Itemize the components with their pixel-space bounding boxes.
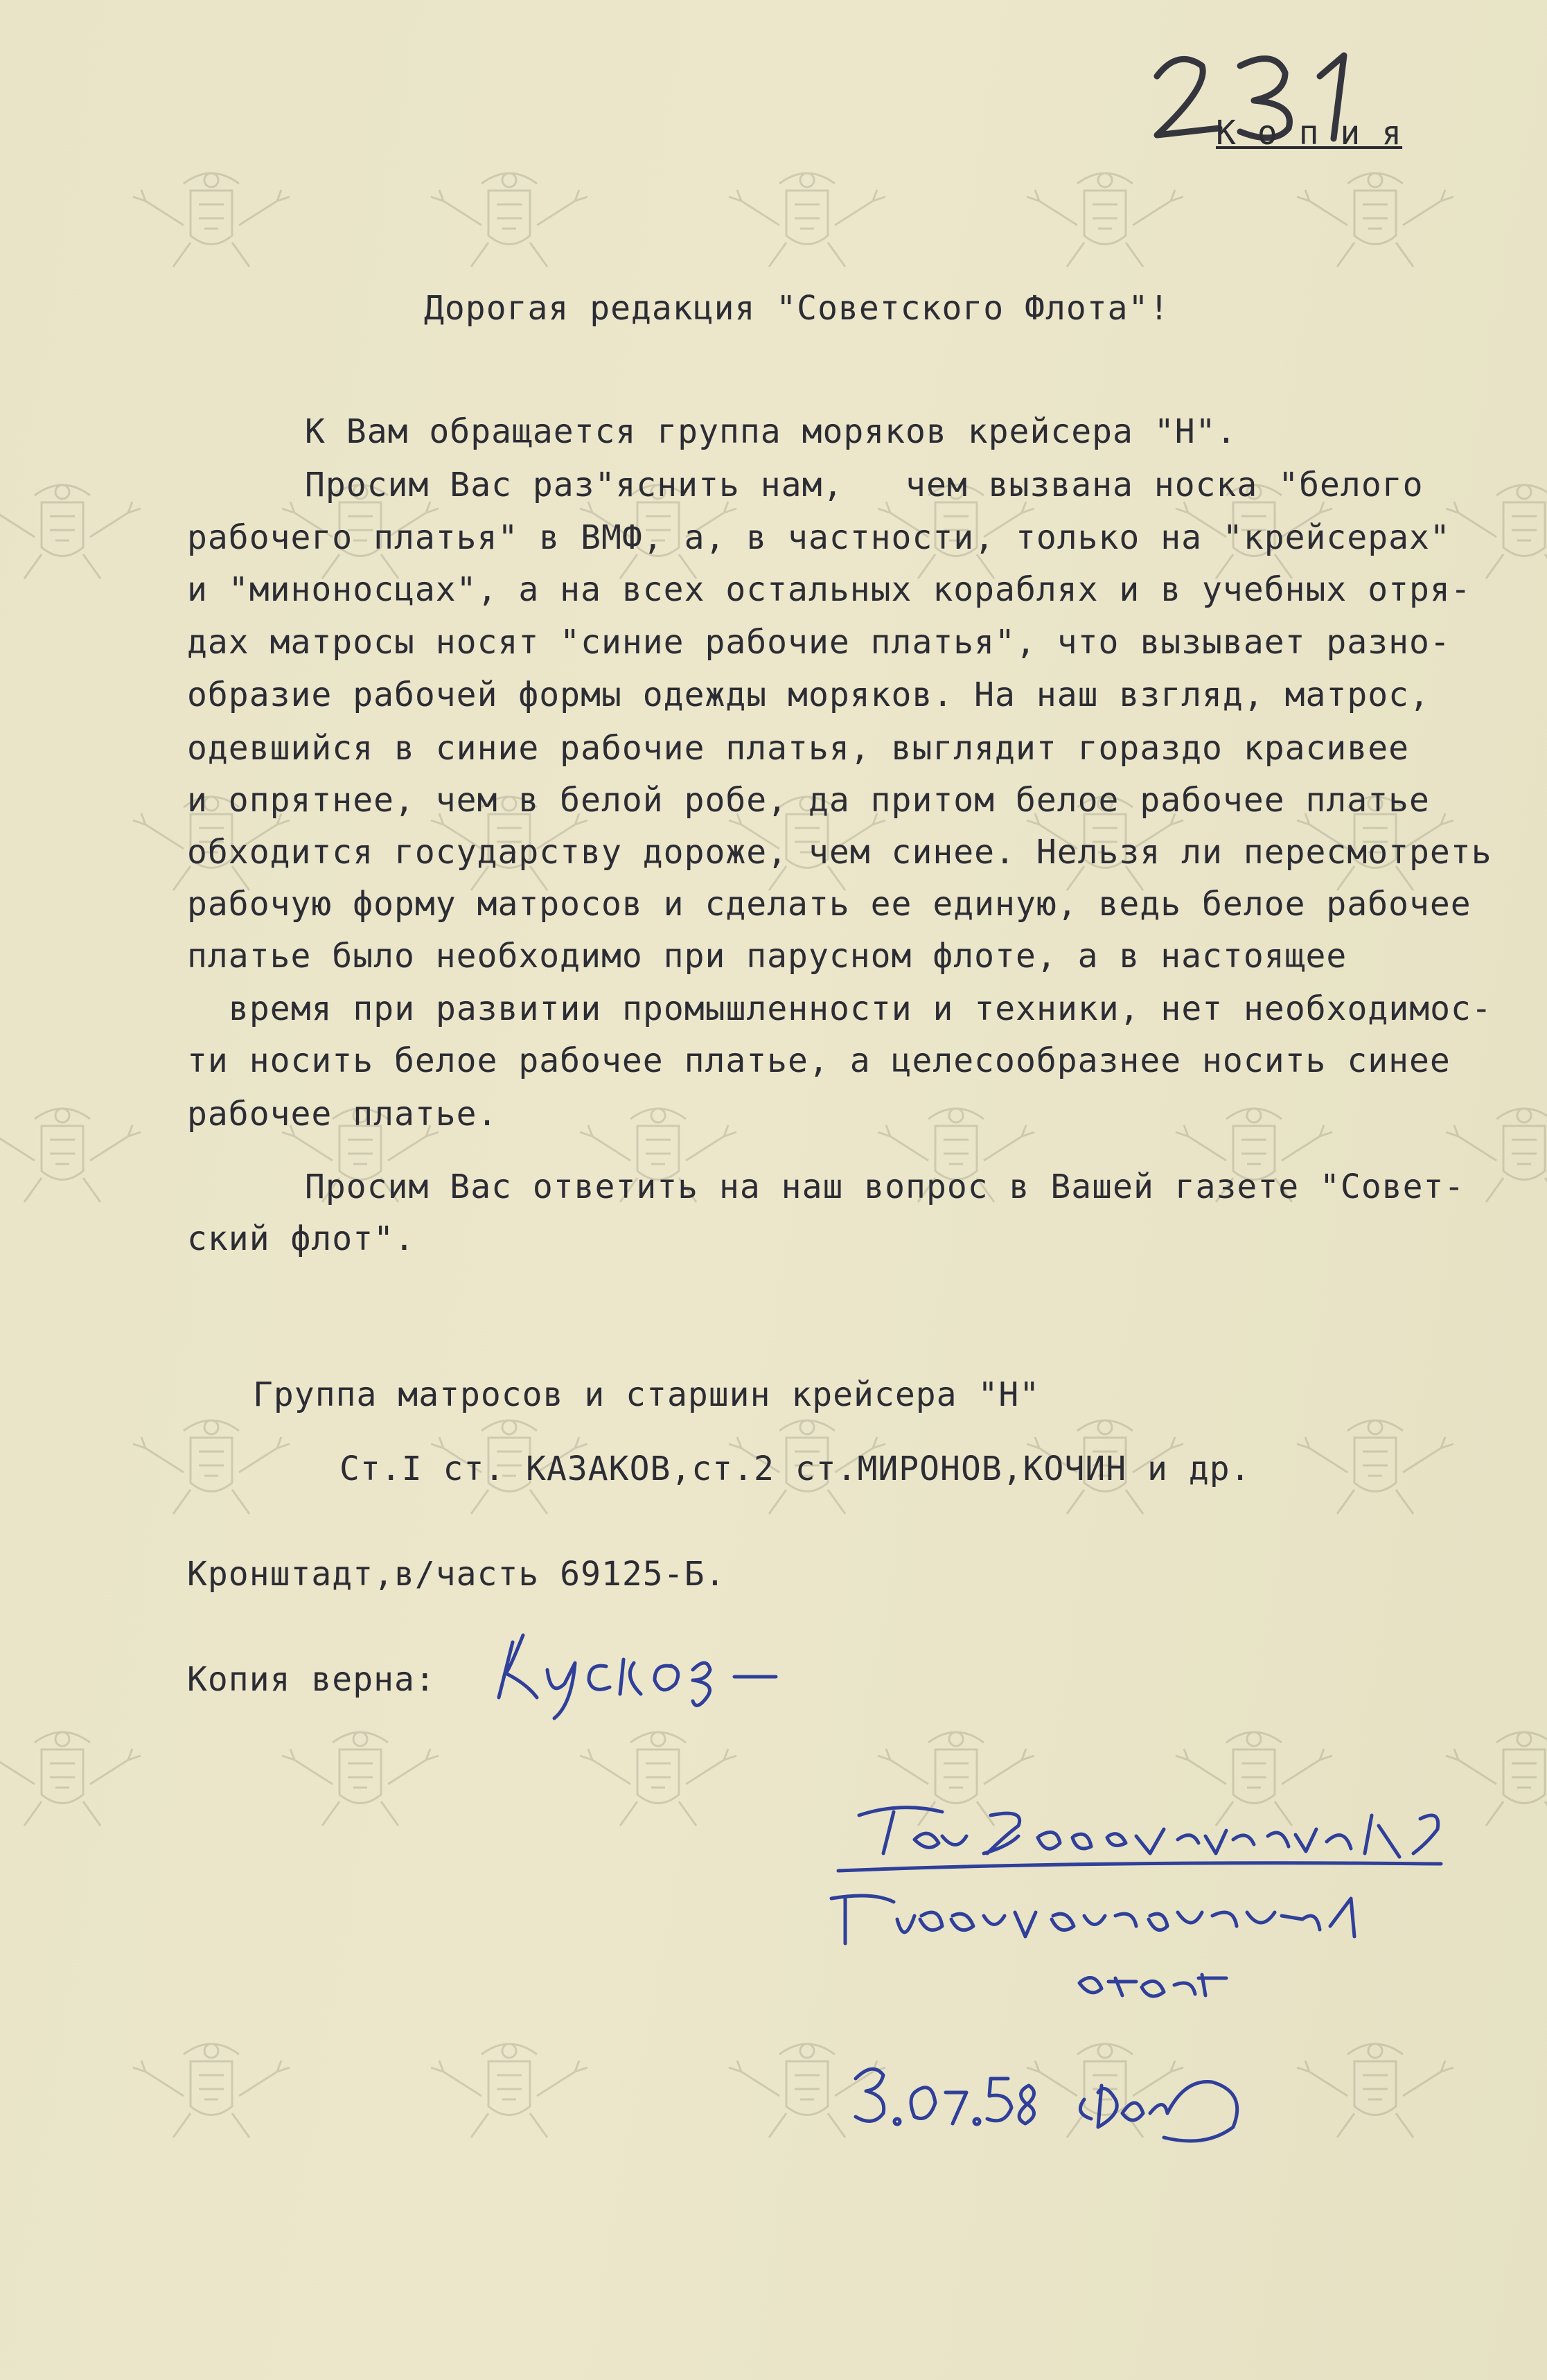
watermark-emblem	[1027, 173, 1183, 267]
resolution-note	[817, 1788, 1483, 2148]
watermark-emblem	[133, 1420, 290, 1514]
letter-line: обходится государству дороже, чем синее. Нельзя ли пересмотреть	[187, 833, 1492, 872]
letter-line: рабочего платья" в ВМФ, а, в частности, только на "крейсерах"	[187, 518, 1451, 557]
letter-line: и "миноносцах", а на всех остальных кораблях и в учебных отря-	[187, 570, 1471, 609]
letter-line: образие рабочей формы одежды моряков. На наш взгляд, матрос,	[187, 676, 1430, 714]
sender-names: Ст.I ст. КАЗАКОВ,ст.2 ст.МИРОНОВ,КОЧИН и др.	[339, 1449, 1251, 1488]
letter-line: платье было необходимо при парусном флоте, а в настоящее	[187, 937, 1347, 976]
letter-line: ский флот".	[187, 1219, 415, 1258]
watermark-emblem	[0, 1732, 141, 1826]
letter-line: ти носить белое рабочее платье, а целесообразнее носить синее	[187, 1041, 1451, 1080]
letter-line: рабочее платье.	[187, 1095, 498, 1134]
letter-line: и опрятнее, чем в белой робе, да притом белое рабочее платье	[187, 781, 1430, 820]
copy-true-label: Копия верна:	[187, 1660, 436, 1699]
letter-line: Просим Вас ответить на наш вопрос в Вашей газете "Совет-	[305, 1167, 1465, 1206]
watermark-emblem	[133, 2044, 290, 2137]
copy-true-signature	[485, 1621, 845, 1732]
watermark-emblem	[1297, 173, 1453, 267]
salutation: Дорогая редакция "Советского Флота"!	[424, 289, 1170, 328]
letter-line: Просим Вас раз"яснить нам, чем вызвана носка "белого	[305, 466, 1424, 504]
watermark-emblem	[0, 1109, 141, 1202]
resolution-line1	[0, 0, 1, 1]
letter-line: время при развитии промышленности и техники, нет необходимос-	[229, 989, 1492, 1028]
letter-line: рабочую форму матросов и сделать ее единую, ведь белое рабочее	[187, 885, 1471, 924]
watermark-emblem	[580, 1732, 736, 1826]
watermark-emblem	[431, 173, 587, 267]
watermark-emblem	[431, 2044, 587, 2137]
watermark-emblem	[1297, 1420, 1453, 1514]
sender-group: Группа матросов и старшин крейсера "Н"	[253, 1375, 1041, 1414]
sender-address: Кронштадт,в/часть 69125-Б.	[187, 1555, 726, 1594]
letter-line: одевшийся в синие рабочие платья, выглядит гораздо красивее	[187, 729, 1410, 768]
letter-line: дах матросы носят "синие рабочие платья", что вызывает разно-	[187, 623, 1451, 662]
letter-line: К Вам обращается группа моряков крейсера "Н".	[305, 412, 1237, 451]
watermark-emblem	[282, 1732, 439, 1826]
watermark-emblem	[0, 485, 141, 579]
watermark-emblem	[1446, 485, 1547, 579]
watermark-emblem	[133, 173, 290, 267]
watermark-emblem	[729, 173, 885, 267]
copy-label: К о п и я	[1216, 114, 1403, 152]
